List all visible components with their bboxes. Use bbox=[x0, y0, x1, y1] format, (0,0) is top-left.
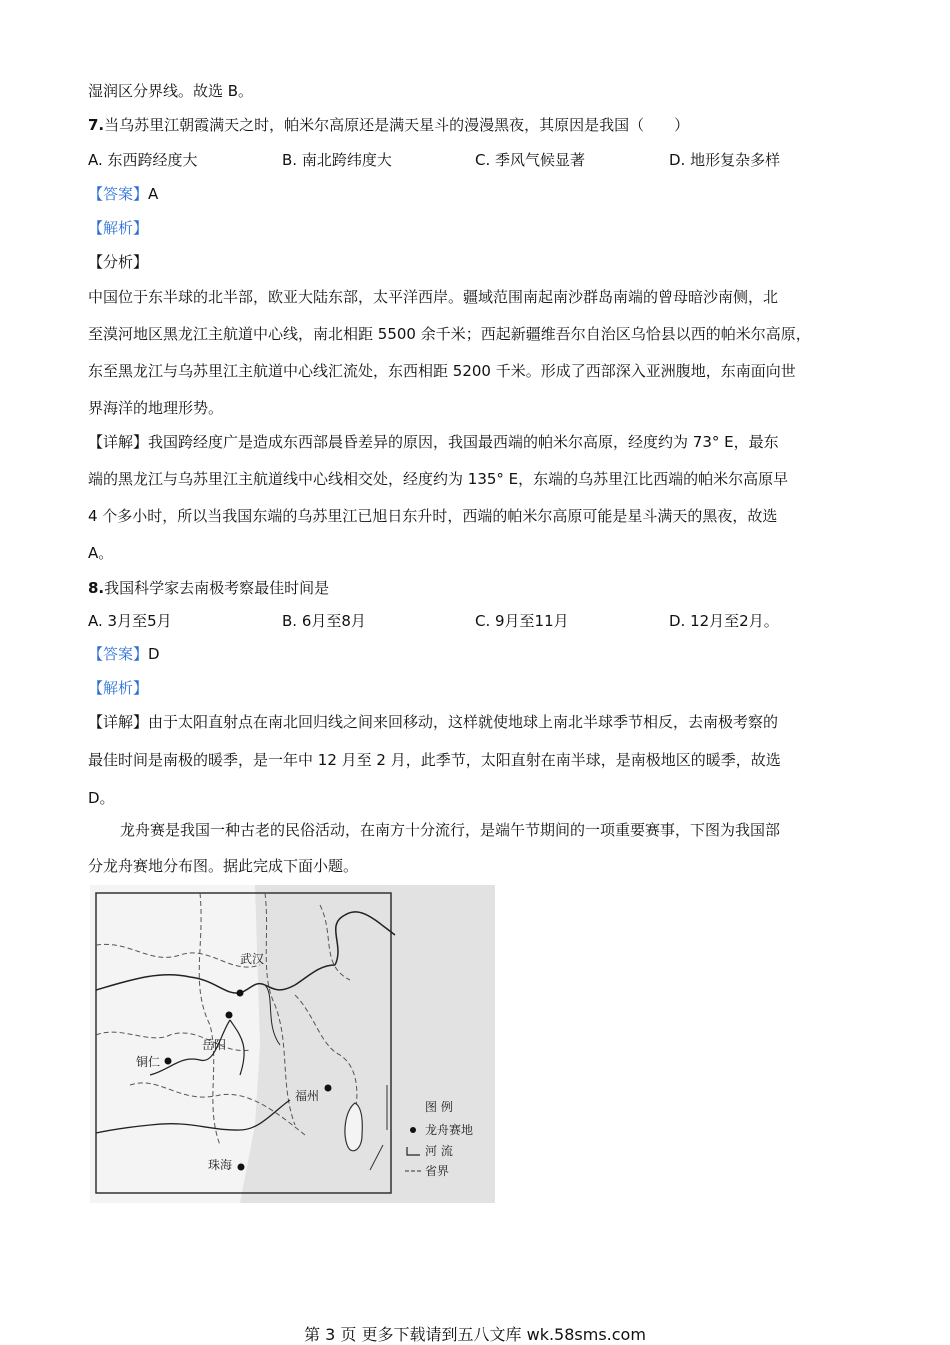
q8-detail-line: D。 bbox=[88, 789, 115, 807]
prev-answer-tail: 湿润区分界线。故选 B。 bbox=[88, 82, 254, 100]
question-7-number: 7. bbox=[88, 116, 105, 134]
question-8-stem: 我国科学家去南极考察最佳时间是 bbox=[104, 579, 330, 597]
q7-analysis-line: 中国位于东半球的北半部，欧亚大陆东部，太平洋西岸。疆域范围南起南沙群岛南端的曾母暗沙南侧，北 bbox=[88, 288, 779, 306]
city-dot-wuhan bbox=[237, 990, 244, 997]
q8-detail-line bbox=[88, 712, 778, 732]
q8-detail-tag: 【详解】 bbox=[88, 713, 149, 731]
intro-paragraph-line: 龙舟赛是我国一种古老的民俗活动，在南方十分流行，是端午节期间的一项重要赛事，下图为我国部 bbox=[120, 821, 781, 839]
legend-item-border: 省界 bbox=[425, 1164, 450, 1178]
q8-answer bbox=[88, 644, 160, 664]
q7-answer bbox=[88, 184, 158, 204]
q8-detail-text: 由于太阳直射点在南北回归线之间来回移动，这样就使地球上南北半球季节相反，去南极考察的 bbox=[148, 713, 779, 731]
q7-analysis-line: 界海洋的地理形势。 bbox=[88, 399, 224, 417]
legend-dot-icon bbox=[410, 1127, 416, 1133]
city-label-wuhan: 武汉 bbox=[240, 952, 265, 966]
q7-detail-line: 端的黑龙江与乌苏里江主航道线中心线相交处，经度约为 135° E，东端的乌苏里江比西端的帕米尔高原早 bbox=[88, 470, 789, 488]
q7-answer-tag: 【答案】 bbox=[88, 185, 149, 203]
question-7-stem: 当乌苏里江朝霞满天之时，帕米尔高原还是满天星斗的漫漫黑夜，其原因是我国（ ） bbox=[104, 116, 690, 134]
city-dot-yueyang bbox=[226, 1012, 233, 1019]
q7-fenxi-tag: 【分析】 bbox=[88, 253, 149, 271]
q8-option-c: C. 9月至11月 bbox=[475, 612, 569, 630]
q7-option-a: A. 东西跨经度大 bbox=[88, 151, 198, 169]
legend-item-river: 河 流 bbox=[425, 1144, 453, 1158]
city-label-fuzhou: 福州 bbox=[295, 1089, 320, 1103]
q8-answer-value: D bbox=[148, 645, 160, 663]
q7-jiexi-tag: 【解析】 bbox=[88, 219, 149, 237]
page-footer: 第 3 页 更多下载请到五八文库 wk.58sms.com bbox=[304, 1325, 646, 1344]
q7-detail-tag: 【详解】 bbox=[88, 433, 149, 451]
city-dot-zhuhai bbox=[238, 1164, 245, 1171]
city-label-zhuhai: 珠海 bbox=[208, 1158, 233, 1172]
intro-paragraph-line: 分龙舟赛地分布图。据此完成下面小题。 bbox=[88, 857, 359, 875]
q8-option-d: D. 12月至2月。 bbox=[669, 612, 779, 630]
city-dot-tongren bbox=[165, 1058, 172, 1065]
q7-detail-line: A。 bbox=[88, 544, 114, 562]
legend-item-venue: 龙舟赛地 bbox=[425, 1123, 474, 1137]
q8-option-a: A. 3月至5月 bbox=[88, 612, 172, 630]
q7-answer-value: A bbox=[148, 185, 159, 203]
q7-option-d: D. 地形复杂多样 bbox=[669, 151, 781, 169]
q8-option-b: B. 6月至8月 bbox=[282, 612, 366, 630]
question-8 bbox=[88, 578, 329, 598]
legend-title: 图 例 bbox=[425, 1100, 453, 1114]
q8-answer-tag: 【答案】 bbox=[88, 645, 149, 663]
question-7 bbox=[88, 115, 689, 135]
city-label-yueyang: 岳阳 bbox=[202, 1038, 227, 1052]
q8-detail-line: 最佳时间是南极的暖季，是一年中 12 月至 2 月，此季节，太阳直射在南半球，是南极地区的暖季，故选 bbox=[88, 751, 781, 769]
q7-detail-line bbox=[88, 432, 779, 452]
q7-analysis-line: 东至黑龙江与乌苏里江主航道中心线汇流处，东西相距 5200 千米。形成了西部深入亚洲腹地，东南面向世 bbox=[88, 362, 796, 380]
city-label-tongren: 铜仁 bbox=[136, 1055, 161, 1069]
dragon-boat-map bbox=[90, 885, 495, 1203]
map-shaded-area bbox=[240, 885, 495, 1203]
q7-detail-line: 4 个多小时，所以当我国东端的乌苏里江已旭日东升时，西端的帕米尔高原可能是星斗满天的黑夜，故选 bbox=[88, 507, 778, 525]
q8-jiexi-tag: 【解析】 bbox=[88, 679, 149, 697]
city-dot-fuzhou bbox=[325, 1085, 332, 1092]
q7-option-b: B. 南北跨纬度大 bbox=[282, 151, 392, 169]
question-8-number: 8. bbox=[88, 579, 105, 597]
q7-analysis-line: 至漠河地区黑龙江主航道中心线，南北相距 5500 余千米；西起新疆维吾尔自治区乌恰县以西的帕米尔高原， bbox=[88, 325, 811, 343]
q7-option-c: C. 季风气候显著 bbox=[475, 151, 586, 169]
q7-detail-text: 我国跨经度广是造成东西部晨昏差异的原因，我国最西端的帕米尔高原，经度约为 73° E，最东 bbox=[148, 433, 779, 451]
